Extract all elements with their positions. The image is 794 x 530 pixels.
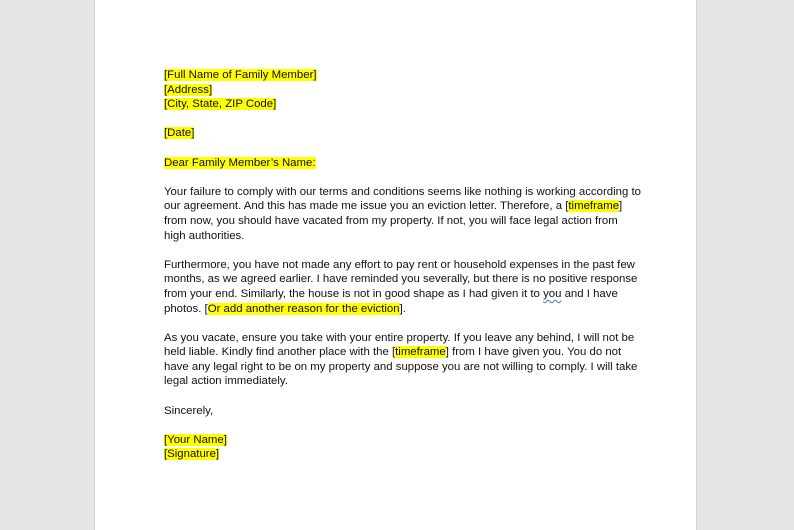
timeframe-placeholder: timeframe [395, 346, 446, 359]
paragraph-2: Furthermore, you have not made any effort to pay rent or household expenses in the past few months, as we agreed earlier. I have reminded you severally, but there is no positive response from your end. Similarly, the house is not in good shape as I had given it to you and I have photos. [Or add another reason for the eviction]. [164, 258, 638, 315]
document-page[interactable] [94, 0, 697, 530]
your-name-placeholder: [Your Name] [164, 433, 227, 446]
signature-block [164, 433, 634, 462]
closing-line [164, 404, 634, 419]
salutation-line [164, 156, 634, 171]
date-placeholder: [Date] [164, 127, 195, 140]
timeframe-placeholder: timeframe [568, 200, 620, 213]
salutation: Dear Family Member’s Name: [164, 156, 316, 169]
recipient-city-state-zip-placeholder: [City, State, ZIP Code] [164, 98, 277, 111]
signature-placeholder: [Signature] [164, 448, 220, 461]
recipient-name-placeholder: [Full Name of Family Member] [164, 69, 317, 81]
date-line [164, 126, 634, 141]
closing: Sincerely, [164, 404, 214, 417]
recipient-block [164, 68, 634, 112]
recipient-address-placeholder: [Address] [164, 83, 213, 96]
eviction-reason-placeholder: Or add another reason for the eviction [207, 302, 400, 315]
letter-body[interactable] [164, 68, 641, 477]
paragraph-1: Your failure to comply with our terms and conditions seems like nothing is working according to our agreement. And this has made me issue you an eviction letter. Therefore, a [timeframe] from now, you should have vacated from my property. If not, you will face legal action from high authorities. [164, 185, 641, 242]
spellcheck-flagged-word[interactable]: you [543, 287, 562, 300]
paragraph-3: As you vacate, ensure you take with your entire property. If you leave any behind, I will not be held liable. Kindly find another place with the [timeframe] from I have given you. You do not have any legal right to be on my property and suppose you are not willing to comply. I will take legal action immediately. [164, 331, 638, 388]
